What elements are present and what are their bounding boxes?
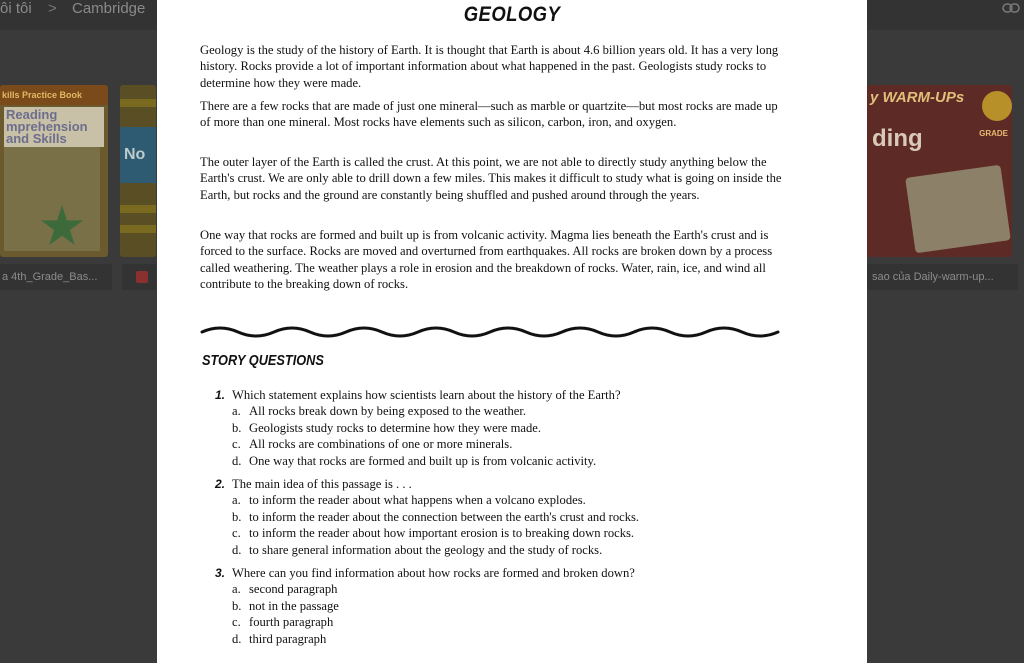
pdf-icon [136,271,148,283]
link-icon[interactable] [1002,2,1020,14]
option-text: second paragraph [249,582,338,597]
option-letter: a. [232,404,241,419]
question-2 [215,476,755,558]
thumbnail-band: kills Practice Book [0,85,108,105]
option-text: to share general information about the geology and the study of rocks. [249,542,603,557]
answer-option [215,453,755,469]
answer-option [215,509,755,525]
paragraph-3: The outer layer of the Earth is called the crust. At this point, we are not able to directly study anything below the Earth's crust. We are only able to drill down a few miles. This makes it difficult to study what is going on inside the Earth, but rocks and the ground are constantly being shuffled and pushed around through the years. [200,155,782,202]
option-letter: c. [232,437,241,452]
thumbnail-stripe [120,99,156,107]
answer-option [215,614,755,630]
file-caption-left[interactable]: a 4th_Grade_Bas... [0,264,112,290]
paragraph-1: Geology is the study of the history of Earth. It is thought that Earth is about 4.6 billion years old. It has a very long history. Rocks provide a lot of important information about what happened in the past. Geologists study rocks to determine how they were made. [200,43,779,90]
file-caption-middle[interactable] [122,264,156,290]
option-text: One way that rocks are formed and built up is from volcanic activity. [249,453,597,468]
answer-option [215,420,755,436]
thumbnail-stripe [120,205,156,213]
question-text: Which statement explains how scientists learn about the history of the Earth? [232,388,621,402]
question-number: 1. [215,388,226,402]
question-text: Where can you find information about how rocks are formed and broken down? [232,566,635,580]
file-thumbnail-middle[interactable] [120,85,156,257]
option-letter: a. [232,582,241,597]
option-text: fourth paragraph [249,615,334,630]
thumbnail-band: y WARM-UPs [870,89,965,106]
answer-option [215,581,755,597]
answer-option [215,542,755,558]
option-text: Geologists study rocks to determine how they were made. [249,420,542,435]
thumbnail-grade: GRADE [979,129,1008,138]
option-text: to inform the reader about how important erosion is to breaking down rocks. [249,526,635,541]
option-text: All rocks are combinations of one or more minerals. [249,437,513,452]
answer-option [215,436,755,452]
file-thumbnail-daily-warm-ups[interactable] [866,85,1012,257]
option-letter: d. [232,453,242,468]
book-icon [905,165,1011,254]
option-letter: b. [232,420,242,435]
option-letter: d. [232,542,242,557]
option-letter: c. [232,526,241,541]
answer-option [215,598,755,614]
wavy-divider [200,320,785,344]
option-letter: a. [232,493,241,508]
question-text: The main idea of this passage is . . . [232,477,412,491]
thumbnail-stripe [120,225,156,233]
option-text: to inform the reader about the connection between the earth's crust and rocks. [249,509,640,524]
question-3 [215,565,755,647]
answer-option [215,631,755,647]
option-letter: b. [232,598,242,613]
thumbnail-text: No [120,127,156,183]
thumbnail-title: Reading mprehension and Skills [4,107,104,147]
file-caption-right[interactable]: sao của Daily-warm-up... [866,264,1018,290]
paragraph-2: There are a few rocks that are made of just one mineral—such as marble or quartzite—but most rocks are made up of more than one mineral. Most rocks have elements such as silicon, carbon, iron, and oxygen. [200,99,778,130]
thumbnail-art [4,147,100,251]
breadcrumb-current[interactable]: Cambridge [72,0,146,17]
question-number: 2. [215,477,226,491]
option-letter: d. [232,631,242,646]
option-letter: b. [232,509,242,524]
option-text: to inform the reader about what happens when a volcano explodes. [249,493,586,508]
document-title: GEOLOGY [463,3,561,26]
question-number: 3. [215,566,226,580]
thumbnail-title: ding [872,125,923,152]
paragraph-4: One way that rocks are formed and built up is from volcanic activity. Magma lies beneath the Earth's crust and is forced to the surface. Rocks are moved and overturned from earthquakes. All rocks are broken down by a process called weathering. The weather plays a role in erosion and the breakdown of rocks. Water, rain, ice, and wind all contribute to the breaking down of rocks. [200,228,773,292]
option-letter: c. [232,615,241,630]
document-page[interactable] [157,0,867,663]
answer-option [215,403,755,419]
breadcrumb-folder[interactable]: ôi tôi [0,0,32,17]
option-text: not in the passage [249,598,339,613]
section-title: STORY QUESTIONS [202,352,324,369]
answer-option [215,492,755,508]
file-thumbnail-reading-comprehension[interactable] [0,85,108,257]
question-1 [215,387,755,469]
option-text: All rocks break down by being exposed to the weather. [249,404,526,419]
option-text: third paragraph [249,631,327,646]
answer-option [215,525,755,541]
breadcrumb-separator: > [48,0,57,17]
